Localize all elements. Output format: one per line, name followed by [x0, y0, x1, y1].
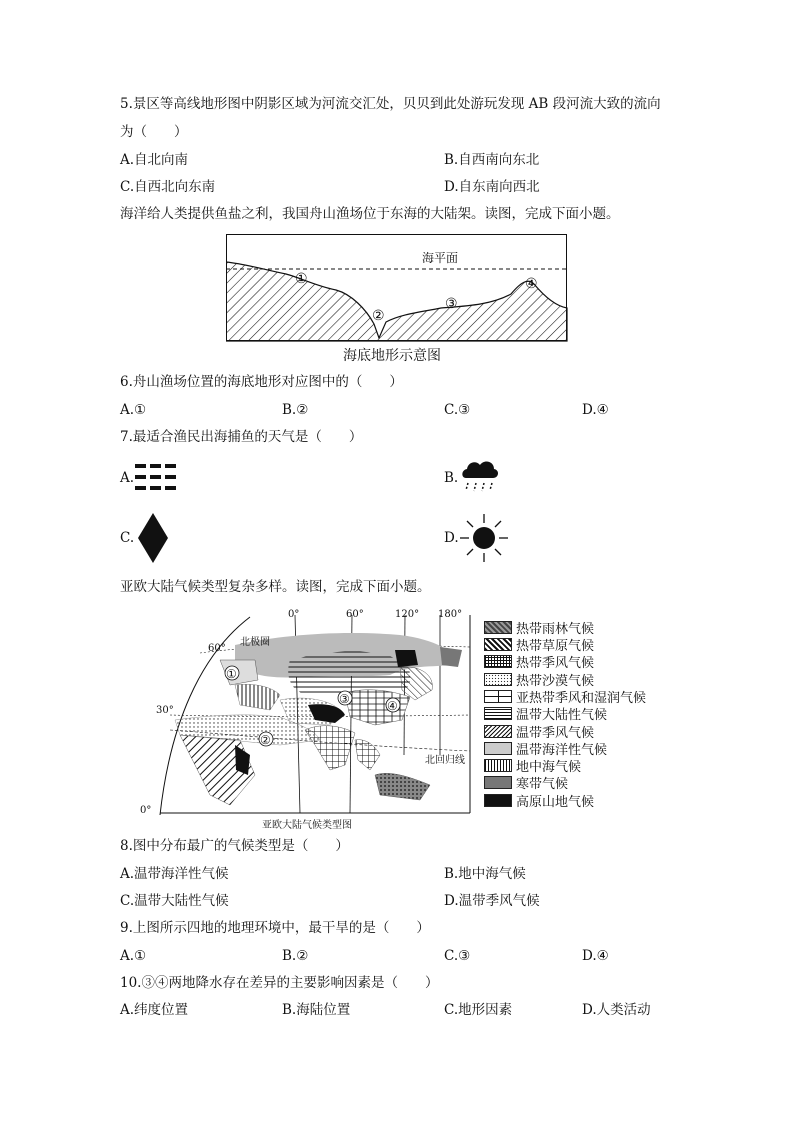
map-marker-3: ③ [339, 692, 350, 706]
q5-option-b[interactable]: B.自西南向东北 [444, 152, 540, 168]
legend-swatch [484, 655, 512, 668]
q9-option-c[interactable]: C.③ [444, 948, 471, 964]
q6-option-c[interactable]: C.③ [444, 402, 471, 418]
q8-option-d[interactable]: D.温带季风气候 [444, 893, 540, 909]
arctic-circle-label: 北极圈 [240, 637, 270, 648]
q8-stem: 8.图中分布最广的气候类型是（ ） [120, 838, 349, 854]
q6-option-d[interactable]: D.④ [582, 402, 609, 418]
q8-option-a[interactable]: A.温带海洋性气候 [120, 866, 229, 882]
q9-option-d[interactable]: D.④ [582, 948, 609, 964]
map-marker-2: ② [260, 733, 271, 747]
seabed-marker-4: ④ [525, 276, 538, 292]
seabed-marker-1: ① [295, 271, 308, 287]
legend-swatch [484, 707, 512, 720]
q9-stem: 9.上图所示四地的地理环境中，最干旱的是（ ） [120, 920, 430, 936]
legend-swatch [484, 759, 512, 772]
map-marker-4: ④ [387, 699, 398, 713]
legend-item-tropical-monsoon: 热带季风气候 [484, 655, 594, 671]
sun-icon [458, 512, 510, 564]
legend-item-temperate-monsoon: 温带季风气候 [484, 725, 594, 741]
legend-swatch [484, 690, 512, 703]
legend-item-temperate-oceanic: 温带海洋性气候 [484, 742, 607, 758]
latitude-0-label: 0° [140, 805, 152, 815]
climate-intro: 亚欧大陆气候类型复杂多样。读图，完成下面小题。 [120, 579, 431, 595]
legend-item-highland: 高原山地气候 [484, 794, 594, 810]
legend-swatch [484, 638, 512, 651]
q6-stem: 6.舟山渔场位置的海底地形对应图中的（ ） [120, 374, 403, 390]
q7-option-d[interactable]: D. [444, 530, 459, 546]
legend-swatch [484, 742, 512, 755]
longitude-0-label: 0° [288, 609, 300, 620]
longitude-180-label: 180° [438, 609, 463, 620]
fog-icon [134, 462, 178, 492]
legend-item-mediterranean: 地中海气候 [484, 759, 581, 775]
seabed-caption: 海底地形示意图 [343, 348, 441, 364]
seabed-marker-3: ③ [445, 296, 458, 312]
map-marker-1: ① [226, 667, 237, 681]
legend-item-tropical-savanna: 热带草原气候 [484, 638, 594, 654]
latitude-60-label: 60° [208, 643, 226, 654]
legend-item-polar: 寒带气候 [484, 776, 568, 792]
sea-level-label: 海平面 [422, 251, 459, 265]
climate-map-caption: 亚欧大陆气候类型图 [262, 820, 352, 831]
tropic-label: 北回归线 [425, 755, 465, 766]
longitude-60-label: 60° [346, 609, 364, 620]
longitude-120-label: 120° [395, 609, 420, 620]
sea-intro: 海洋给人类提供鱼盐之利，我国舟山渔场位于东海的大陆架。读图，完成下面小题。 [120, 206, 620, 222]
q10-option-b[interactable]: B.海陆位置 [282, 1002, 351, 1018]
q5-stem-line1: 5.景区等高线地形图中阴影区域为河流交汇处，贝贝到此处游玩发现 AB 段河流大致的流向 [120, 96, 661, 112]
q5-option-a[interactable]: A.自北向南 [120, 152, 189, 168]
q6-option-b[interactable]: B.② [282, 402, 309, 418]
q8-option-b[interactable]: B.地中海气候 [444, 866, 526, 882]
q10-option-d[interactable]: D.人类活动 [582, 1002, 651, 1018]
latitude-30-label: 30° [156, 705, 174, 716]
q10-stem: 10.③④两地降水存在差异的主要影响因素是（ ） [120, 975, 439, 991]
q9-option-a[interactable]: A.① [120, 948, 147, 964]
q7-option-c[interactable]: C. [120, 530, 135, 546]
rain-cloud-icon [460, 456, 500, 496]
legend-swatch [484, 776, 512, 789]
seabed-diagram [226, 234, 568, 342]
legend-item-tropical-desert: 热带沙漠气候 [484, 673, 594, 689]
legend-swatch [484, 794, 512, 807]
q7-option-a[interactable]: A. [120, 470, 135, 486]
legend-swatch [484, 673, 512, 686]
legend-item-subtropical-monsoon: 亚热带季风和湿润气候 [484, 690, 646, 706]
eurasia-climate-map [140, 605, 475, 815]
legend-item-temperate-continental: 温带大陆性气候 [484, 707, 607, 723]
legend-item-tropical-rainforest: 热带雨林气候 [484, 621, 594, 637]
q8-option-c[interactable]: C.温带大陆性气候 [120, 893, 229, 909]
q9-option-b[interactable]: B.② [282, 948, 309, 964]
q6-option-a[interactable]: A.① [120, 402, 147, 418]
q10-option-a[interactable]: A.纬度位置 [120, 1002, 189, 1018]
q5-stem-line2: 为（ ） [120, 124, 188, 140]
q7-stem: 7.最适合渔民出海捕鱼的天气是（ ） [120, 429, 363, 445]
diamond-icon [136, 512, 170, 564]
q10-option-c[interactable]: C.地形因素 [444, 1002, 513, 1018]
legend-swatch [484, 621, 512, 634]
legend-swatch [484, 725, 512, 738]
seabed-marker-2: ② [372, 308, 385, 324]
q5-option-d[interactable]: D.自东南向西北 [444, 179, 540, 195]
q7-option-b[interactable]: B. [444, 470, 459, 486]
q5-option-c[interactable]: C.自西北向东南 [120, 179, 216, 195]
